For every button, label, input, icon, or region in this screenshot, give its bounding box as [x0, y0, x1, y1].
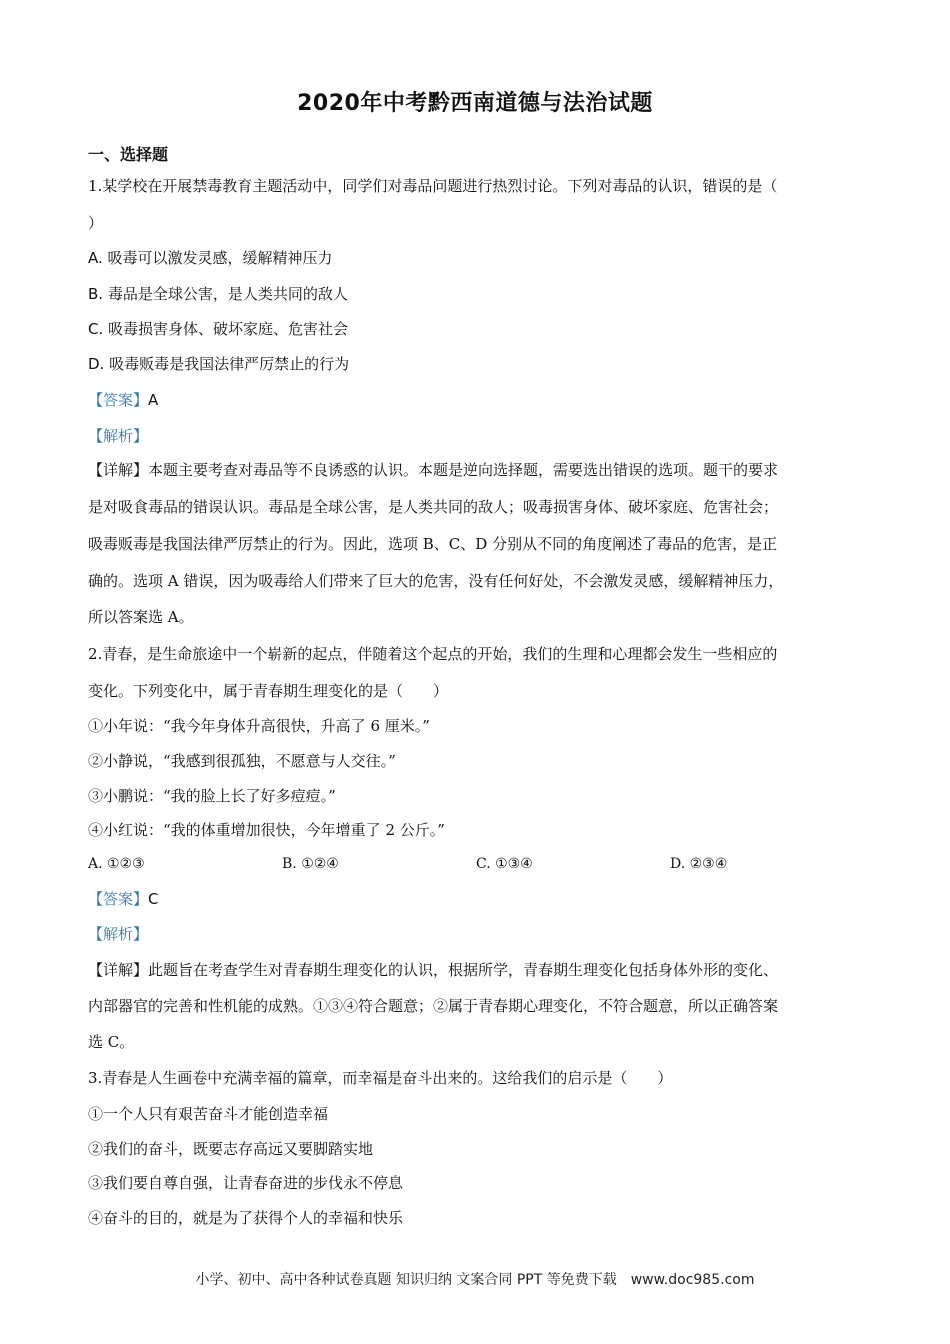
q1-detail-line5: 所以答案选 A。: [88, 608, 194, 626]
answer-tag: 【答案】: [88, 890, 149, 908]
q1-option-c: C. 吸毒损害身体、破坏家庭、危害社会: [88, 320, 349, 338]
q3-stem-line1: 3.青春是人生画卷中充满幸福的篇章，而幸福是奋斗出来的。这给我们的启示是（ ）: [88, 1069, 673, 1087]
q2-item3: ③小鹏说：“我的脸上长了好多痘痘。”: [88, 787, 336, 805]
q2-detail-line2: 内部器官的完善和性机能的成熟。①③④符合题意；②属于青春期心理变化，不符合题意，所以正确答案: [88, 997, 779, 1015]
q2-answer-value: C: [148, 890, 159, 908]
q2-option-d: D. ②③④: [670, 856, 728, 872]
q2-answer-line: [88, 889, 863, 909]
q2-option-c: C. ①③④: [476, 856, 533, 872]
page-footer: 小学、初中、高中各种试卷真题 知识归纳 文案合同 PPT 等免费下载 www.doc985.com: [195, 1272, 755, 1288]
detail-tag: 【详解】: [88, 461, 149, 479]
q3-item1: ①一个人只有艰苦奋斗才能创造幸福: [88, 1105, 329, 1123]
detail-text: 此题旨在考查学生对青春期生理变化的认识，根据所学，青春期生理变化包括身体外形的变化、: [148, 961, 779, 979]
q1-detail-line3: 吸毒贩毒是我国法律严厉禁止的行为。因此，选项 B、C、D 分别从不同的角度阐述了毒品的危害，是正: [88, 535, 778, 553]
q1-option-d: D. 吸毒贩毒是我国法律严厉禁止的行为: [88, 355, 350, 373]
q1-answer-value: A: [148, 391, 159, 409]
q2-option-a: A. ①②③: [88, 856, 145, 872]
answer-tag: 【答案】: [88, 391, 149, 409]
q2-detail-line3: 选 C。: [88, 1033, 135, 1051]
q1-option-a: A. 吸毒可以激发灵感，缓解精神压力: [88, 249, 333, 267]
detail-tag: 【详解】: [88, 961, 149, 979]
q2-detail-line1: [88, 960, 863, 980]
q2-item1: ①小年说：“我今年身体升高很快，升高了 6 厘米。”: [88, 717, 430, 735]
section-heading: 一、选择题: [88, 145, 169, 164]
q2-item2: ②小静说，“我感到很孤独，不愿意与人交往。”: [88, 752, 396, 770]
q1-stem-line2: ）: [88, 214, 104, 232]
q1-detail-line1: [88, 460, 863, 480]
q3-item4: ④奋斗的目的，就是为了获得个人的幸福和快乐: [88, 1209, 404, 1227]
q1-detail-line4: 确的。选项 A 错误，因为吸毒给人们带来了巨大的危害，没有任何好处，不会激发灵感，缓解精神压力，: [88, 572, 784, 590]
q2-item4: ④小红说：“我的体重增加很快，今年增重了 2 公斤。”: [88, 821, 445, 839]
q1-detail-line2: 是对吸食毒品的错误认识。毒品是全球公害，是人类共同的敌人；吸毒损害身体、破坏家庭、危害社会；: [88, 498, 779, 516]
q2-stem-line1: 2.青春，是生命旅途中一个崭新的起点，伴随着这个起点的开始，我们的生理和心理都会发生一些相应的: [88, 645, 778, 663]
q3-item3: ③我们要自尊自强，让青春奋进的步伐永不停息: [88, 1174, 404, 1192]
detail-text: 本题主要考查对毒品等不良诱惑的认识。本题是逆向选择题，需要选出错误的选项。题干的要求: [148, 461, 779, 479]
q1-stem-line1: 1.某学校在开展禁毒教育主题活动中，同学们对毒品问题进行热烈讨论。下列对毒品的认识，错误的是（: [88, 177, 778, 195]
page-title: 2020年中考黔西南道德与法治试题: [297, 91, 653, 116]
q1-option-b: B. 毒品是全球公害，是人类共同的敌人: [88, 285, 348, 303]
q3-item2: ②我们的奋斗，既要志存高远又要脚踏实地: [88, 1140, 374, 1158]
q2-stem-line2: 变化。下列变化中，属于青春期生理变化的是（ ）: [88, 682, 449, 700]
q1-answer-line: [88, 390, 863, 410]
q1-analysis-tag: 【解析】: [88, 427, 149, 445]
q2-analysis-tag: 【解析】: [88, 925, 149, 943]
q2-option-b: B. ①②④: [282, 856, 339, 872]
